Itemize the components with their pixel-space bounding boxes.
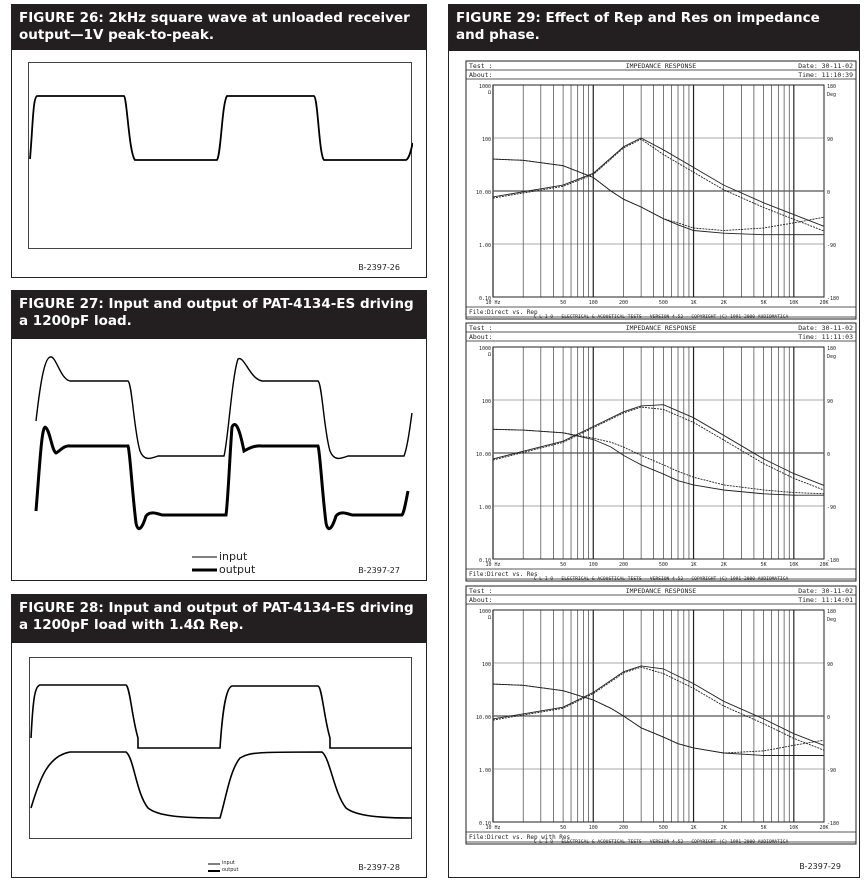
clio-y-right-unit: Deg: [827, 92, 837, 98]
clio-x-tick: 50: [560, 825, 567, 831]
clio-x-tick: 1K: [690, 562, 697, 568]
figure-28-title: FIGURE 28: Input and output of PAT-4134-ES driving a 1200pF load with 1.4Ω Rep.: [12, 595, 426, 643]
clio-x-tick: 5K: [760, 300, 767, 306]
clio-footer: C L I O - ELECTRICAL & ACOUSTICAL TESTS - VERSION 4.52 - COPYRIGHT (C) 1991-2000 AUDIOMATICA: [533, 840, 789, 845]
clio-date: Date: 30-11-02: [798, 324, 853, 332]
clio-y-left-tick: 10.00: [475, 715, 491, 721]
clio-y-right-unit: Deg: [827, 617, 837, 623]
clio-y-right-tick: -180: [827, 558, 840, 564]
figure-28-legend-lines: [12, 595, 428, 879]
figure-26-waveform: [29, 63, 413, 250]
figure-27-legend-lines: [12, 291, 428, 582]
clio-x-tick: 1K: [690, 300, 697, 306]
clio-x-tick: 50: [560, 562, 567, 568]
clio-panel-frame: [466, 323, 856, 581]
clio-x-tick: 100: [588, 562, 598, 568]
clio-y-left-tick: 1000: [478, 609, 491, 615]
clio-y-right-tick: 180: [827, 346, 837, 352]
figure-26-panel: [11, 4, 427, 278]
clio-file-label: File:Direct vs. Res: [469, 571, 538, 578]
clio-y-right-tick: -180: [827, 296, 840, 302]
fig26-square-wave-line: [30, 96, 413, 160]
clio-y-left-tick: 1.00: [478, 768, 491, 774]
figure-29-clio-plots: [449, 5, 861, 879]
clio-y-left-unit: Ω: [487, 615, 491, 621]
clio-y-right-unit: Deg: [827, 354, 837, 360]
fig28-legend-output-label: output: [222, 867, 239, 873]
clio-x-tick: 500: [658, 562, 668, 568]
figure-26-code: B-2397-26: [358, 263, 400, 272]
clio-y-left-tick: 10.00: [475, 452, 491, 458]
clio-y-right-tick: -180: [827, 821, 840, 827]
clio-test-label: Test :: [469, 324, 493, 332]
clio-y-right-tick: 180: [827, 609, 837, 615]
clio-time: Time: 11:14:01: [798, 596, 853, 604]
clio-y-left-tick: 1000: [478, 346, 491, 352]
clio-x-tick: 20K: [819, 562, 829, 568]
clio-about-label: About:: [469, 333, 493, 341]
clio-x-tick: 100: [588, 300, 598, 306]
clio-x-tick: 2K: [720, 300, 727, 306]
clio-y-left-tick: 100: [481, 399, 491, 405]
figure-29-title: FIGURE 29: Effect of Rep and Res on impedance and phase.: [449, 5, 859, 51]
figure-27-title: FIGURE 27: Input and output of PAT-4134-ES driving a 1200pF load.: [12, 291, 426, 339]
clio-x-tick: 10 Hz: [485, 562, 501, 568]
clio-header-title: IMPEDANCE RESPONSE: [625, 587, 697, 595]
clio-x-tick: 10K: [789, 825, 799, 831]
figure-29-panel: [448, 4, 860, 878]
clio-x-tick: 2K: [720, 562, 727, 568]
clio-header-title: IMPEDANCE RESPONSE: [625, 62, 697, 70]
clio-date: Date: 30-11-02: [798, 62, 853, 70]
clio-about-label: About:: [469, 71, 493, 79]
clio-y-right-tick: 0: [827, 452, 831, 458]
clio-x-tick: 1K: [690, 825, 697, 831]
clio-footer: C L I O - ELECTRICAL & ACOUSTICAL TESTS - VERSION 4.52 - COPYRIGHT (C) 1991-2000 AUDIOMATICA: [533, 577, 789, 582]
clio-y-right-tick: 0: [827, 715, 831, 721]
clio-y-left-tick: 0.10: [478, 558, 491, 564]
figure-27-code: B-2397-27: [358, 566, 400, 575]
clio-file-label: File:Direct vs. Rep with Res: [469, 834, 571, 841]
figure-28-panel: [11, 594, 427, 878]
clio-y-left-tick: 1.00: [478, 243, 491, 249]
clio-x-tick: 200: [618, 300, 628, 306]
clio-x-tick: 200: [618, 562, 628, 568]
clio-y-left-unit: Ω: [487, 352, 491, 358]
clio-y-left-unit: Ω: [487, 90, 491, 96]
clio-y-right-tick: 90: [827, 662, 834, 668]
clio-x-tick: 500: [658, 825, 668, 831]
clio-y-left-tick: 0.10: [478, 821, 491, 827]
figure-27-panel: [11, 290, 427, 581]
clio-x-tick: 5K: [760, 562, 767, 568]
figure-28-code: B-2397-28: [358, 863, 400, 872]
clio-y-right-tick: 90: [827, 137, 834, 143]
fig27-legend-input-label: input: [219, 550, 248, 563]
clio-x-tick: 10 Hz: [485, 300, 501, 306]
clio-y-left-tick: 0.10: [478, 296, 491, 302]
figure-26-title: FIGURE 26: 2kHz square wave at unloaded receiver output—1V peak-to-peak.: [12, 5, 426, 50]
clio-file-label: File:Direct vs. Rep: [469, 309, 538, 316]
fig27-legend-output-label: output: [219, 563, 256, 576]
clio-y-left-tick: 1.00: [478, 505, 491, 511]
clio-test-label: Test :: [469, 587, 493, 595]
clio-time: Time: 11:10:39: [798, 71, 853, 79]
figure-26-plot-frame: [28, 62, 412, 249]
clio-y-right-tick: 0: [827, 190, 831, 196]
clio-panel-frame: [466, 61, 856, 319]
clio-x-tick: 200: [618, 825, 628, 831]
clio-y-right-tick: 180: [827, 84, 837, 90]
clio-x-tick: 2K: [720, 825, 727, 831]
clio-y-left-tick: 10.00: [475, 190, 491, 196]
clio-date: Date: 30-11-02: [798, 587, 853, 595]
clio-y-right-tick: -90: [827, 505, 837, 511]
clio-x-tick: 20K: [819, 300, 829, 306]
clio-y-left-tick: 100: [481, 662, 491, 668]
fig28-legend-input-label: input: [222, 860, 235, 866]
clio-about-label: About:: [469, 596, 493, 604]
clio-x-tick: 500: [658, 300, 668, 306]
clio-y-right-tick: -90: [827, 768, 837, 774]
clio-y-left-tick: 1000: [478, 84, 491, 90]
clio-x-tick: 10 Hz: [485, 825, 501, 831]
figure-29-code: B-2397-29: [799, 862, 841, 871]
clio-footer: C L I O - ELECTRICAL & ACOUSTICAL TESTS - VERSION 4.52 - COPYRIGHT (C) 1991-2000 AUDIOMATICA: [533, 315, 789, 320]
clio-x-tick: 50: [560, 300, 567, 306]
clio-y-right-tick: 90: [827, 399, 834, 405]
clio-header-title: IMPEDANCE RESPONSE: [625, 324, 697, 332]
clio-y-right-tick: -90: [827, 243, 837, 249]
clio-x-tick: 5K: [760, 825, 767, 831]
clio-x-tick: 20K: [819, 825, 829, 831]
clio-x-tick: 100: [588, 825, 598, 831]
clio-time: Time: 11:11:03: [798, 333, 853, 341]
clio-x-tick: 10K: [789, 300, 799, 306]
clio-y-left-tick: 100: [481, 137, 491, 143]
clio-x-tick: 10K: [789, 562, 799, 568]
clio-test-label: Test :: [469, 62, 493, 70]
